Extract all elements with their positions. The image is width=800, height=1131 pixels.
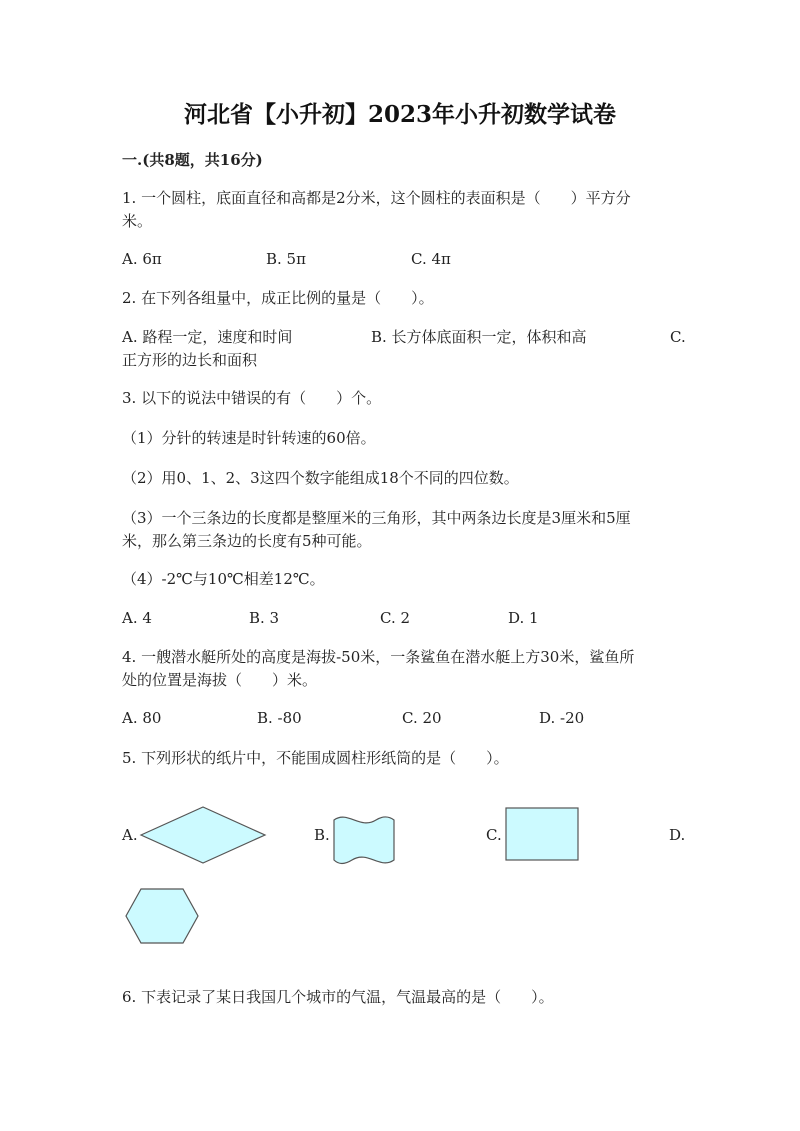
question-5-option-d: D. bbox=[669, 826, 686, 844]
question-3-line-1: 3. 以下的说法中错误的有（ ）个。 bbox=[122, 389, 382, 407]
question-2-line-1: 2. 在下列各组量中，成正比例的量是（ ）。 bbox=[122, 289, 434, 307]
question-6-line-1: 6. 下表记录了某日我国几个城市的气温，气温最高的是（ ）。 bbox=[122, 988, 554, 1006]
question-4-option-a: A. 80 bbox=[122, 709, 162, 727]
question-4-option-c: C. 20 bbox=[402, 709, 442, 727]
question-1-line-2: 米。 bbox=[122, 212, 153, 230]
question-3-option-a: A. 4 bbox=[122, 609, 152, 627]
question-5-line-1: 5. 下列形状的纸片中，不能围成圆柱形纸筒的是（ ）。 bbox=[122, 749, 509, 767]
question-2-option-b: B. 长方体底面积一定，体积和高 bbox=[371, 328, 587, 346]
question-5-option-a: A. bbox=[122, 826, 138, 844]
question-5-option-b: B. bbox=[314, 826, 330, 844]
question-2-option-a: A. 路程一定，速度和时间 bbox=[122, 328, 293, 346]
question-5-option-c: C. bbox=[486, 826, 502, 844]
question-1-option-b: B. 5π bbox=[266, 250, 306, 268]
question-3-statement-3-line-2: 米，那么第三条边的长度有5种可能。 bbox=[122, 532, 372, 550]
rhombus-shape bbox=[138, 804, 268, 866]
page-title: 河北省【小升初】2023年小升初数学试卷 bbox=[183, 101, 616, 128]
question-3-option-b: B. 3 bbox=[249, 609, 280, 627]
question-4-option-b: B. -80 bbox=[257, 709, 302, 727]
question-4-option-d: D. -20 bbox=[539, 709, 585, 727]
question-3-statement-3-line-1: （3）一个三条边的长度都是整厘米的三角形，其中两条边长度是3厘米和5厘 bbox=[122, 509, 631, 527]
question-4-line-2: 处的位置是海拔（ ）米。 bbox=[122, 671, 318, 689]
wavy-rectangle-shape bbox=[330, 812, 398, 868]
hexagon-shape bbox=[124, 886, 200, 946]
question-3-statement-1: （1）分针的转速是时针转速的60倍。 bbox=[122, 429, 376, 447]
rectangle-shape bbox=[504, 806, 580, 862]
question-3-statement-2: （2）用0、1、2、3这四个数字能组成18个不同的四位数。 bbox=[122, 469, 519, 487]
question-1-option-a: A. 6π bbox=[122, 250, 162, 268]
question-2-option-c: C. bbox=[670, 328, 686, 346]
question-1-option-c: C. 4π bbox=[411, 250, 451, 268]
question-4-line-1: 4. 一艘潜水艇所处的高度是海拔-50米，一条鲨鱼在潜水艇上方30米，鲨鱼所 bbox=[122, 648, 635, 666]
question-3-option-c: C. 2 bbox=[380, 609, 411, 627]
question-3-option-d: D. 1 bbox=[508, 609, 539, 627]
question-1-line-1: 1. 一个圆柱，底面直径和高都是2分米，这个圆柱的表面积是（ ）平方分 bbox=[122, 189, 631, 207]
question-3-statement-4: （4）-2℃与10℃相差12℃。 bbox=[122, 570, 325, 588]
section-heading: 一.(共8题，共16分) bbox=[122, 151, 263, 169]
question-2-option-c-text: 正方形的边长和面积 bbox=[122, 351, 258, 369]
